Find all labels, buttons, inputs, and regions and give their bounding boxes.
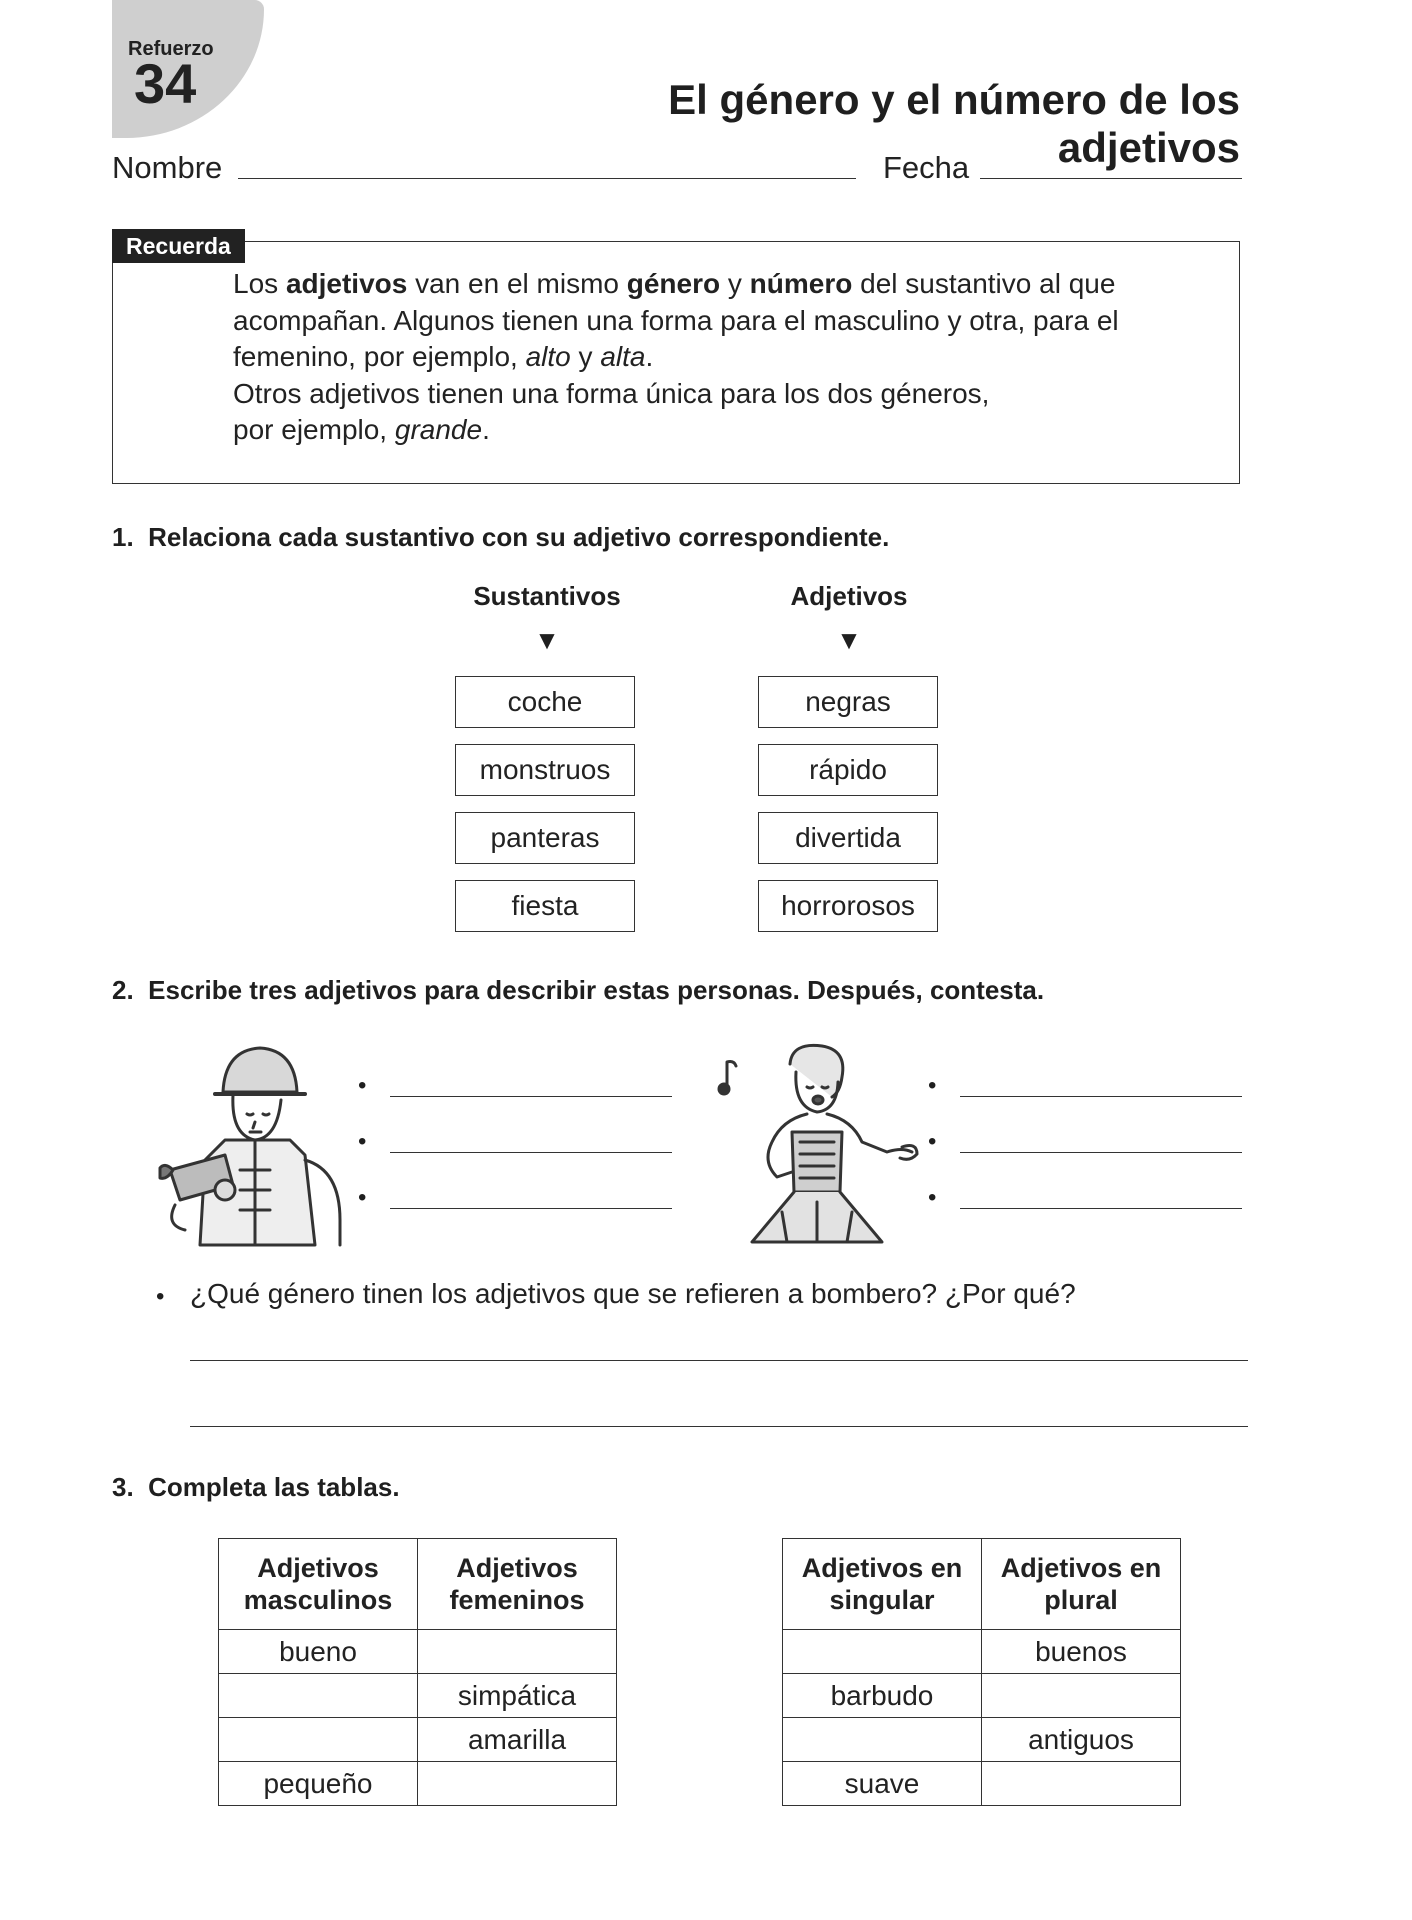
noun-box[interactable]: panteras [455,812,635,864]
date-input-line[interactable] [980,178,1242,179]
table-cell[interactable] [219,1674,418,1718]
page-title: El género y el número de los adjetivos [668,76,1240,171]
noun-box[interactable]: monstruos [455,744,635,796]
bullet: • [358,1072,367,1099]
date-label: Fecha [883,150,970,185]
table-cell[interactable] [783,1630,982,1674]
recuerda-text: Los adjetivos van en el mismo género y número del sustantivo al que acompañan. Algunos tienen una forma para el masculino y otra, para el femenino, por ejemplo, alto y alta. Otros adjetivos tienen una forma única para los dos géneros, por ejemplo, grande. [233,268,1119,445]
table-cell[interactable]: antiguos [982,1718,1181,1762]
answer-line[interactable] [960,1096,1242,1097]
table-cell[interactable] [418,1762,617,1806]
recuerda-tag: Recuerda [112,229,245,263]
woman-illustration [712,1042,927,1247]
table-cell[interactable] [982,1762,1181,1806]
adjective-box[interactable]: negras [758,676,938,728]
down-arrow-icon: ▼ [534,625,560,655]
number-table [782,1538,1181,1806]
bullet: • [928,1128,937,1155]
table-cell[interactable]: barbudo [783,1674,982,1718]
nouns-header: Sustantivos [473,581,621,611]
table-cell[interactable]: simpática [418,1674,617,1718]
bullet: • [156,1283,165,1310]
adjective-box[interactable]: rápido [758,744,938,796]
question-text: ¿Qué género tinen los adjetivos que se refieren a bombero? ¿Por qué? [190,1278,1076,1309]
adjective-box[interactable]: horrorosos [758,880,938,932]
table-cell[interactable] [783,1718,982,1762]
answer-line[interactable] [960,1152,1242,1153]
unit-tab-label: Refuerzo [128,38,214,60]
table-cell[interactable] [418,1630,617,1674]
table-cell[interactable] [219,1718,418,1762]
answer-line[interactable] [190,1426,1248,1427]
answer-line[interactable] [190,1360,1248,1361]
bullet: • [358,1184,367,1211]
adjective-box[interactable]: divertida [758,812,938,864]
exercise-1-instruction: 1. Relaciona cada sustantivo con su adjetivo correspondiente. [112,522,890,552]
table-header: Adjetivos en plural [982,1539,1181,1630]
answer-line[interactable] [390,1096,672,1097]
table-cell[interactable]: buenos [982,1630,1181,1674]
gender-table [218,1538,617,1806]
table-header: Adjetivos femeninos [418,1539,617,1630]
exercise-2-instruction: 2. Escribe tres adjetivos para describir estas personas. Después, contesta. [112,975,1045,1005]
table-header: Adjetivos en singular [783,1539,982,1630]
down-arrow-icon: ▼ [836,625,862,655]
bullet: • [928,1072,937,1099]
noun-box[interactable]: fiesta [455,880,635,932]
table-cell[interactable]: suave [783,1762,982,1806]
table-cell[interactable]: pequeño [219,1762,418,1806]
noun-box[interactable]: coche [455,676,635,728]
bullet: • [928,1184,937,1211]
table-cell[interactable]: amarilla [418,1718,617,1762]
exercise-3-instruction: 3. Completa las tablas. [112,1472,400,1502]
table-cell[interactable] [982,1674,1181,1718]
bullet: • [358,1128,367,1155]
answer-line[interactable] [390,1152,672,1153]
table-cell[interactable]: bueno [219,1630,418,1674]
table-header: Adjetivos masculinos [219,1539,418,1630]
unit-number: 34 [134,52,197,115]
adjectives-header: Adjetivos [790,581,908,611]
answer-line[interactable] [390,1208,672,1209]
name-label: Nombre [112,150,223,185]
name-input-line[interactable] [238,178,856,179]
firefighter-illustration [155,1040,355,1250]
answer-line[interactable] [960,1208,1242,1209]
